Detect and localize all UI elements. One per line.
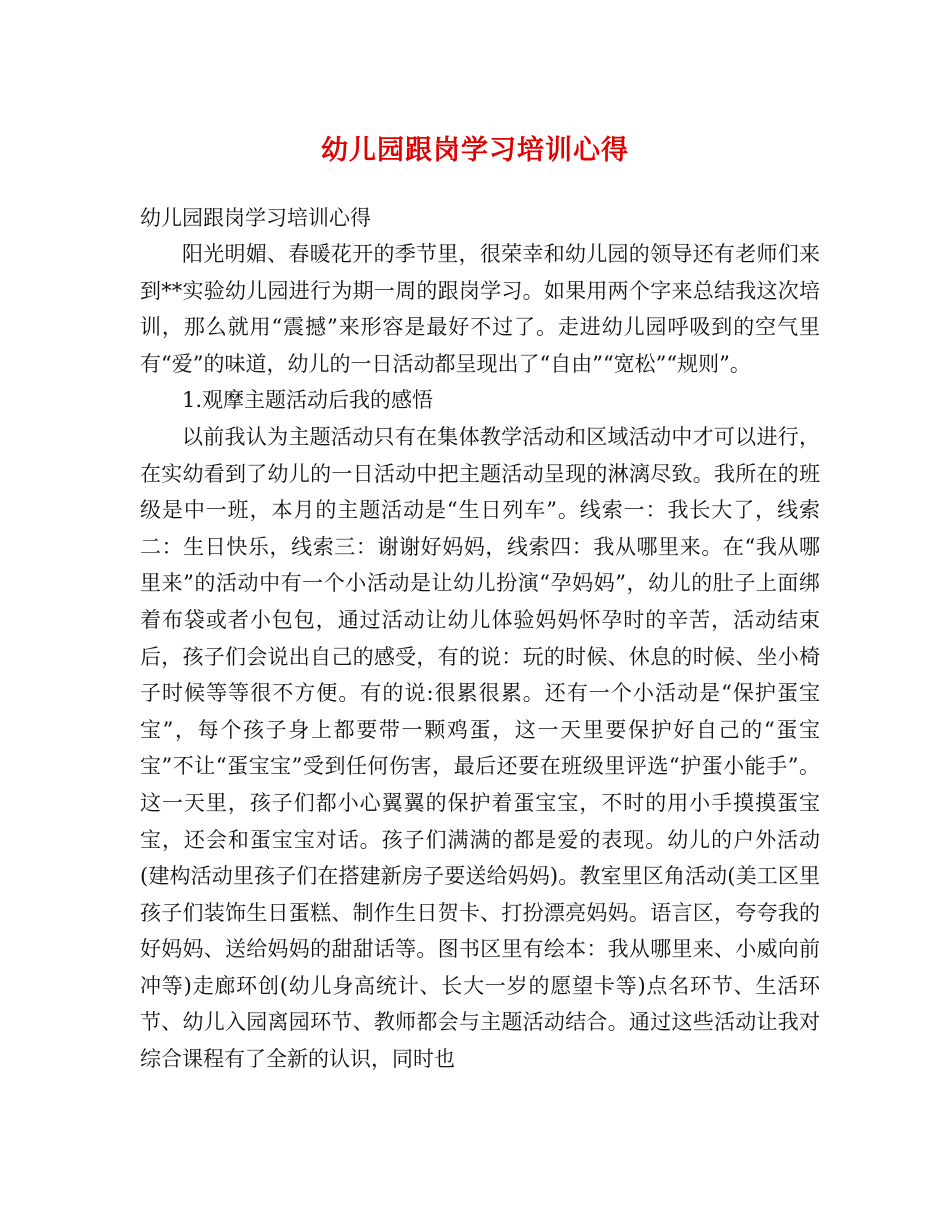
document-subtitle: 幼儿园跟岗学习培训心得 — [140, 206, 371, 230]
section-heading: 1.观摩主题活动后我的感悟 — [182, 388, 434, 413]
document-title: 幼儿园跟岗学习培训心得 — [321, 135, 629, 166]
document-body — [140, 200, 820, 1078]
paragraph-body: 以前我认为主题活动只有在集体教学活动和区域活动中才可以进行，在实幼看到了幼儿的一日活动中把主题活动呈现的淋漓尽致。我所在的班级是中一班，本月的主题活动是“生日列车”。线索一：我长大了，线索二：生日快乐，线索三：谢谢好妈妈，线索四：我从哪里来。在“我从哪里来”的活动中有一个小活动是让幼儿扮演“孕妈妈”，幼儿的肚子上面绑着布袋或者小包包，通过活动让幼儿体验妈妈怀孕时的辛苦，活动结束后，孩子们会说出自己的感受，有的说：玩的时候、休息的时候、坐小椅子时候等等很不方便。有的说:很累很累。还有一个小活动是“保护蛋宝宝”，每个孩子身上都要带一颗鸡蛋，这一天里要保护好自己的“蛋宝宝”不让“蛋宝宝”受到任何伤害，最后还要在班级里评选“护蛋小能手”。这一天里，孩子们都小心翼翼的保护着蛋宝宝，不时的用小手摸摸蛋宝宝，还会和蛋宝宝对话。孩子们满满的都是爱的表现。幼儿的户外活动(建构活动里孩子们在搭建新房子要送给妈妈)。教室里区角活动(美工区里孩子们装饰生日蛋糕、制作生日贺卡、打扮漂亮妈妈。语言区，夸夸我的好妈妈、送给妈妈的甜甜话等。图书区里有绘本：我从哪里来、小威向前冲等)走廊环创(幼儿身高统计、长大一岁的愿望卡等)点名环节、生活环节、幼儿入园离园环节、教师都会与主题活动结合。通过这些活动让我对综合课程有了全新的认识，同时也 — [140, 424, 820, 1072]
paragraph-intro: 阳光明媚、春暖花开的季节里，很荣幸和幼儿园的领导还有老师们来到**实验幼儿园进行为期一周的跟岗学习。如果用两个字来总结我这次培训，那么就用“震撼”来形容是最好不过了。走进幼儿园呼吸到的空气里有“爱”的味道，幼儿的一日活动都呈现出了“自由”“宽松”“规则”。 — [140, 242, 820, 376]
